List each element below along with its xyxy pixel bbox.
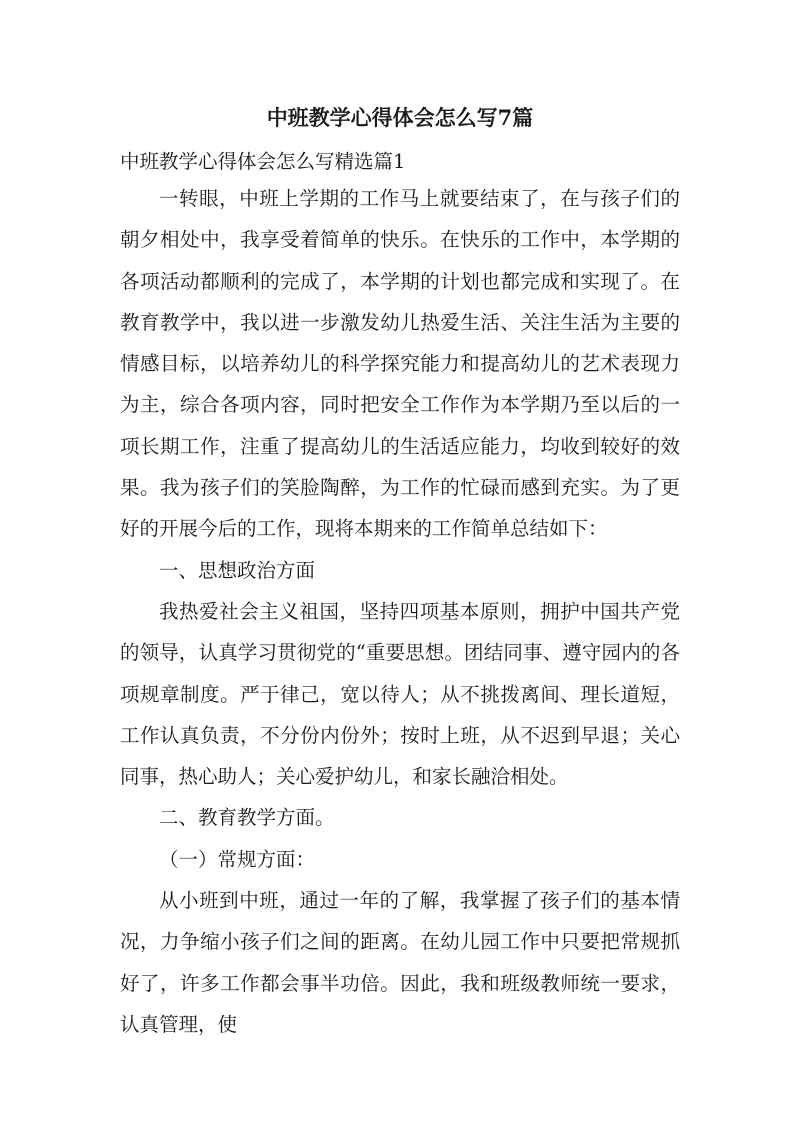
section-heading-political: 一、思想政治方面: [159, 558, 316, 582]
document-subtitle: 中班教学心得体会怎么写精选篇1: [120, 150, 406, 173]
subsection-heading-routine: （一）常规方面：: [159, 847, 316, 871]
paragraph-routine: 从小班到中班，通过一年的了解，我掌握了孩子们的基本情况，力争缩小孩子们之间的距离。在幼儿园工作中只要把常规抓好了，许多工作都会事半功倍。因此，我和班级教师统一要求，认真管理，使: [120, 889, 680, 1036]
document-body: [120, 178, 680, 1045]
document-title: 中班教学心得体会怎么写7篇: [266, 105, 534, 130]
section-heading-teaching: 二、教育教学方面。: [159, 806, 335, 830]
paragraph-intro: 一转眼，中班上学期的工作马上就要结束了，在与孩子们的朝夕相处中，我享受着简单的快乐。在快乐的工作中，本学期的各项活动都顺利的完成了，本学期的计划也都完成和实现了。在教育教学中，我以进一步激发幼儿热爱生活、关注生活为主要的情感目标，以培养幼儿的科学探究能力和提高幼儿的艺术表现力为主，综合各项内容，同时把安全工作作为本学期乃至以后的一项长期工作，注重了提高幼儿的生活适应能力，均收到较好的效果。我为孩子们的笑脸陶醉，为工作的忙碌而感到充实。为了更好的开展今后的工作，现将本期来的工作简单总结如下：: [120, 187, 680, 541]
paragraph-political: 我热爱社会主义祖国，坚持四项基本原则，拥护中国共产党的领导，认真学习贯彻党的“重要思想。团结同事、遵守园内的各项规章制度。严于律己，宽以待人；从不挑拨离间、理长道短，工作认真负责，不分份内份外；按时上班，从不迟到早退；关心同事，热心助人；关心爱护幼儿，和家长融洽相处。: [120, 599, 680, 789]
